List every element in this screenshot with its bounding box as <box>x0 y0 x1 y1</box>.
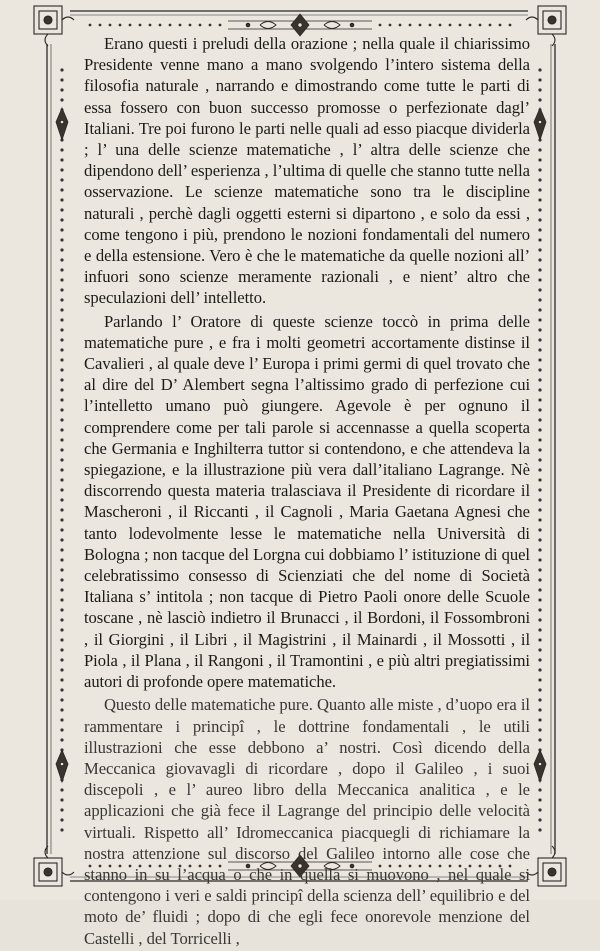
corner-ornament-top-left <box>34 6 74 46</box>
corner-ornament-top-right <box>526 6 566 46</box>
paragraph-1: Erano questi i preludi della orazione ; nella quale il chiarissimo Presidente venne mano a mano svolgendo l’intero sistema della filosofia naturale , narrando e dimostrando come tutte le parti di essa fossero con buon successo promosse o perfezionate dagl’ Italiani. Tre poi furono le parti nelle quali ad esso piacque dividerla ; l’ una delle scienze matematiche , l’ altra delle scienze che dipendono dell’ esperienza , l’ultima di quelle che stanno tutte nella osservazione. Le scienze matematiche sono tra le discipline naturali , perchè dagli oggetti esterni si dipartono , e solo da essi , come tengono i più, prendono le nozioni fondamentali del numero e della estensione. Vero è che le matematiche da quelle nozioni all’ infuori sono scienze meramente razionali , e nient’ altro che speculazioni dell’ intelletto. <box>84 34 530 308</box>
left-bead-rail <box>60 68 63 831</box>
paragraph-2: Parlando l’ Oratore di queste scienze toccò in prima delle matematiche pure , e fra i molti geometri accortamente distinse il Cavalieri , al quale deve l’ Europa i primi germi di quel trovato che al dire del D’ Alembert segna l’altissimo grado di perfezione cui l’intelletto umano può giungere. Agevole è per ognuno il comprendere come per tali parole si accennasse a quella scoperta che Germania e Inghilterra tuttor si contendono, e che attendeva la spiegazione, e la illustrazione più vera dall’italiano Lagrange. Nè discorrendo questa materia tralasciava il Presidente di ricordare il Mascheroni , il Riccanti , il Cagnoli , Maria Gaetana Agnesi che tanto lodevolmente lesse le matematiche nella Università di Bologna ; non tacque del Lorgna cui dobbiamo l’ istituzione di quel celebratissimo consesso di Scienziati che del nome di Società Italiana s’ intitola ; non tacque di Pietro Paoli onore delle Scuole toscane , nè lasciò indietro il Brunacci , il Bordoni, il Fossombroni , il Giorgini , il Libri , il Magistrini , il Mainardi , il Mossotti , il Piola , il Plana , il Rangoni , il Tramontini , e più altri pregiatissimi autori di profonde opere matematiche. <box>84 311 530 692</box>
paragraph-3: Questo delle matematiche pure. Quanto alle miste , d’uopo era il rammentare i principî , le dottrine fondamentali , le utili illustrazioni che esse debbono a’ nostri. Così dicendo della Meccanica giovavagli di ricordare , dopo il Galileo , i suoi discepoli , e l’ aureo libro della Meccanica analitica , e le applicazioni che già fece il Lagrange del principio delle velocità virtuali. Rispetto all’ Idromeccanica piacquegli di richiamare la nostra attenzione sul discorso del Galileo intorno alle cose che stanno in su l’acqua o che in quella si muovono , nel quale si contengono i veri e saldi principî della scienza dell’ equilibrio e del moto de’ fluidi ; dopo di che egli fece onorevole menzione del Castelli , del Torricelli , <box>84 695 530 948</box>
corner-ornament-bottom-left <box>34 846 74 886</box>
corner-ornament-bottom-right <box>526 846 566 886</box>
right-bead-rail <box>538 68 541 831</box>
body-text <box>84 33 530 951</box>
